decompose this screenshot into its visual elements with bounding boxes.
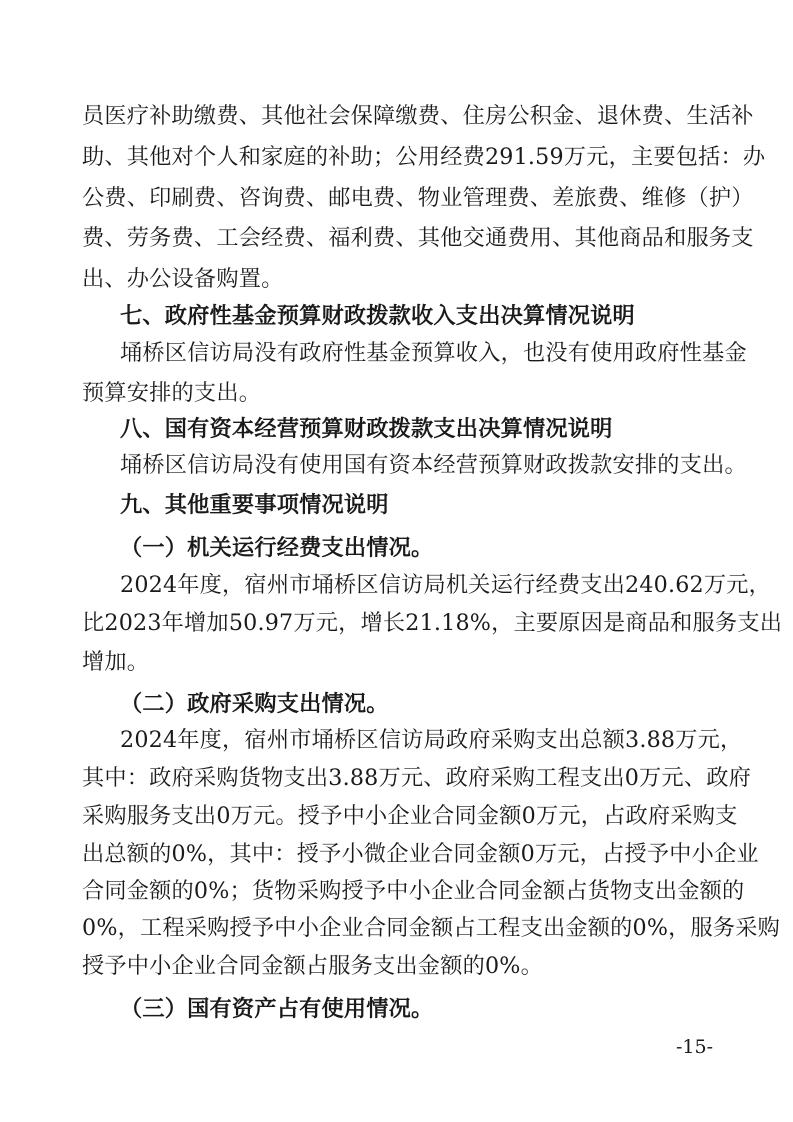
body-text-line: 出、办公设备购置。: [82, 266, 284, 292]
subsection-heading: （一）机关运行经费支出情况。: [120, 535, 434, 561]
body-text-line: 合同金额的0%；货物采购授予中小企业合同金额占货物支出金额的: [82, 878, 745, 904]
section-heading: 八、国有资本经营预算财政拨款支出决算情况说明: [120, 416, 613, 442]
body-text-line: 预算安排的支出。: [82, 380, 262, 406]
body-text-line: 其中：政府采购货物支出3.88万元、政府采购工程支出0万元、政府: [82, 765, 751, 791]
body-text-line: 公费、印刷费、咨询费、邮电费、物业管理费、差旅费、维修（护）: [82, 185, 754, 211]
body-text-line: 员医疗补助缴费、其他社会保障缴费、住房公积金、退休费、生活补: [82, 103, 754, 129]
body-text-line: 授予中小企业合同金额占服务支出金额的0%。: [82, 953, 543, 979]
body-text-line: 埇桥区信访局没有政府性基金预算收入，也没有使用政府性基金: [120, 340, 747, 366]
body-text-line: 助、其他对个人和家庭的补助；公用经费291.59万元，主要包括：办: [82, 144, 766, 170]
body-text-line: 2024年度，宿州市埇桥区信访局机关运行经费支出240.62万元，: [120, 572, 772, 598]
body-text-line: 出总额的0%，其中：授予小微企业合同金额0万元，占授予中小企业: [82, 841, 759, 867]
body-text-line: 埇桥区信访局没有使用国有资本经营预算财政拨款安排的支出。: [120, 452, 747, 478]
body-text-line: 增加。: [82, 649, 150, 675]
body-text-line: 采购服务支出0万元。授予中小企业合同金额0万元，占政府采购支: [82, 803, 738, 829]
section-heading: 九、其他重要事项情况说明: [120, 492, 389, 518]
page-number: -15-: [676, 1036, 714, 1058]
subsection-heading: （二）政府采购支出情况。: [120, 691, 389, 717]
section-heading: 七、政府性基金预算财政拨款收入支出决算情况说明: [120, 303, 635, 329]
body-text-line: 0%，工程采购授予中小企业合同金额占工程支出金额的0%，服务采购: [82, 915, 781, 941]
subsection-heading: （三）国有资产占有使用情况。: [120, 996, 434, 1022]
body-text-line: 2024年度，宿州市埇桥区信访局政府采购支出总额3.88万元，: [120, 727, 743, 753]
body-text-line: 比2023年增加50.97万元，增长21.18%，主要原因是商品和服务支出: [82, 610, 783, 636]
body-text-line: 费、劳务费、工会经费、福利费、其他交通费用、其他商品和服务支: [82, 225, 754, 251]
